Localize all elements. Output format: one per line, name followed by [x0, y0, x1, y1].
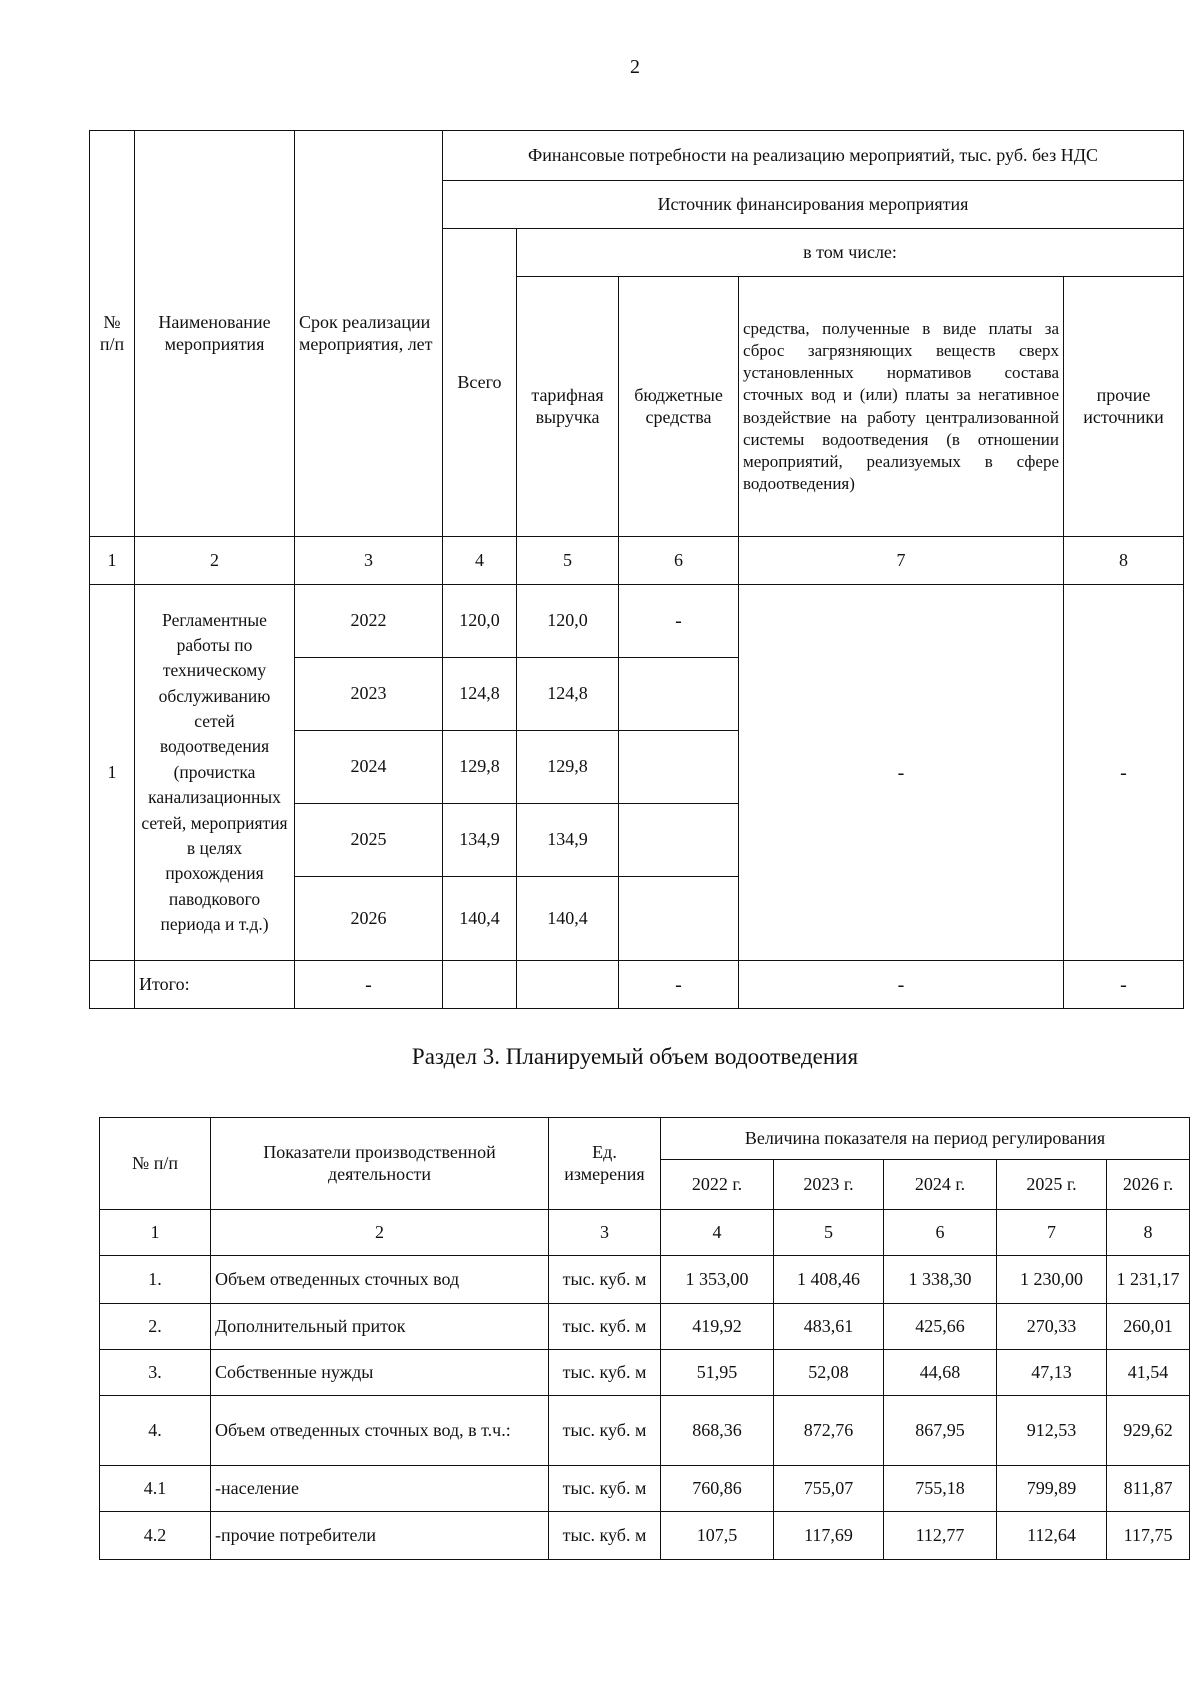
col-number: 3 [549, 1210, 661, 1256]
row-value: 912,53 [997, 1396, 1107, 1466]
tariff-cell: 134,9 [517, 804, 619, 877]
row-no: 4. [100, 1396, 211, 1466]
col-number: 3 [295, 537, 443, 585]
row-value: 483,61 [774, 1304, 884, 1350]
row-value: 117,75 [1107, 1512, 1190, 1560]
row-value: 117,69 [774, 1512, 884, 1560]
total-cell: 134,9 [443, 804, 517, 877]
header-unit: Ед. измерения [549, 1118, 661, 1210]
row-value: 799,89 [997, 1466, 1107, 1512]
year-header: 2024 г. [884, 1160, 997, 1210]
header-term: Срок реализации мероприятия, лет [295, 131, 443, 537]
row-value: 867,95 [884, 1396, 997, 1466]
row-name: -население [211, 1466, 549, 1512]
year-header: 2023 г. [774, 1160, 884, 1210]
row-value: 425,66 [884, 1304, 997, 1350]
header-other: прочие источники [1064, 277, 1184, 537]
row-value: 755,18 [884, 1466, 997, 1512]
col-number: 1 [90, 537, 135, 585]
financial-needs-table [89, 130, 1184, 1009]
total-row-empty [90, 961, 135, 1009]
row-name: Собственные нужды [211, 1350, 549, 1396]
col-number: 8 [1107, 1210, 1190, 1256]
table-row [100, 1512, 1190, 1560]
tariff-cell: 120,0 [517, 585, 619, 658]
year-cell: 2022 [295, 585, 443, 658]
row-name: Объем отведенных сточных вод [211, 1256, 549, 1304]
col-number: 6 [884, 1210, 997, 1256]
col-number: 2 [211, 1210, 549, 1256]
budget-empty [619, 877, 739, 961]
year-header: 2025 г. [997, 1160, 1107, 1210]
row-name: -прочие потребители [211, 1512, 549, 1560]
row-value: 868,36 [661, 1396, 774, 1466]
table-row [100, 1396, 1190, 1466]
row-value: 52,08 [774, 1350, 884, 1396]
year-header: 2022 г. [661, 1160, 774, 1210]
item-number: 1 [90, 585, 135, 961]
row-value: 41,54 [1107, 1350, 1190, 1396]
tariff-cell: 124,8 [517, 658, 619, 731]
col-number: 6 [619, 537, 739, 585]
col-number: 7 [997, 1210, 1107, 1256]
header-source: Источник финансирования мероприятия [443, 181, 1184, 229]
col-number: 8 [1064, 537, 1184, 585]
row-unit: тыс. куб. м [549, 1466, 661, 1512]
row-name: Дополнительный приток [211, 1304, 549, 1350]
header-including: в том числе: [517, 229, 1184, 277]
total-cell: 129,8 [443, 731, 517, 804]
budget-empty [619, 731, 739, 804]
row-unit: тыс. куб. м [549, 1256, 661, 1304]
fees-dash: - [739, 585, 1064, 961]
row-value: 1 230,00 [997, 1256, 1107, 1304]
year-cell: 2025 [295, 804, 443, 877]
col-number: 2 [135, 537, 295, 585]
row-no: 4.2 [100, 1512, 211, 1560]
row-name: Объем отведенных сточных вод, в т.ч.: [211, 1396, 549, 1466]
row-value: 872,76 [774, 1396, 884, 1466]
row-unit: тыс. куб. м [549, 1350, 661, 1396]
row-value: 419,92 [661, 1304, 774, 1350]
tariff-cell: 140,4 [517, 877, 619, 961]
budget-dash: - [619, 585, 739, 658]
row-value: 811,87 [1107, 1466, 1190, 1512]
other-dash: - [1064, 585, 1184, 961]
row-value: 1 338,30 [884, 1256, 997, 1304]
row-value: 929,62 [1107, 1396, 1190, 1466]
year-cell: 2026 [295, 877, 443, 961]
total-other-dash: - [1064, 961, 1184, 1009]
table-row [100, 1466, 1190, 1512]
table-row [100, 1256, 1190, 1304]
table-row [100, 1304, 1190, 1350]
year-cell: 2023 [295, 658, 443, 731]
row-value: 1 408,46 [774, 1256, 884, 1304]
row-no: 2. [100, 1304, 211, 1350]
header-no: № п/п [100, 1118, 211, 1210]
table-row [100, 1350, 1190, 1396]
year-header: 2026 г. [1107, 1160, 1190, 1210]
row-value: 112,64 [997, 1512, 1107, 1560]
wastewater-volume-table [99, 1117, 1190, 1560]
total-term-dash: - [295, 961, 443, 1009]
header-value: Величина показателя на период регулирования [661, 1118, 1190, 1160]
row-value: 755,07 [774, 1466, 884, 1512]
total-empty [517, 961, 619, 1009]
total-label: Итого: [135, 961, 295, 1009]
row-value: 270,33 [997, 1304, 1107, 1350]
total-cell: 120,0 [443, 585, 517, 658]
row-unit: тыс. куб. м [549, 1512, 661, 1560]
header-total: Всего [443, 229, 517, 537]
row-value: 44,68 [884, 1350, 997, 1396]
year-cell: 2024 [295, 731, 443, 804]
row-value: 1 231,17 [1107, 1256, 1190, 1304]
row-value: 760,86 [661, 1466, 774, 1512]
row-value: 51,95 [661, 1350, 774, 1396]
section-title: Раздел 3. Планируемый объем водоотведения [411, 1044, 859, 1069]
header-name: Наименование мероприятия [135, 131, 295, 537]
row-no: 3. [100, 1350, 211, 1396]
header-financial-needs: Финансовые потребности на реализацию мероприятий, тыс. руб. без НДС [443, 131, 1184, 181]
page-number: 2 [630, 56, 640, 78]
col-number: 4 [661, 1210, 774, 1256]
header-tariff: тарифная выручка [517, 277, 619, 537]
row-value: 1 353,00 [661, 1256, 774, 1304]
col-number: 4 [443, 537, 517, 585]
col-number: 5 [517, 537, 619, 585]
total-budget-dash: - [619, 961, 739, 1009]
total-fees-dash: - [739, 961, 1064, 1009]
row-unit: тыс. куб. м [549, 1304, 661, 1350]
col-number: 7 [739, 537, 1064, 585]
total-cell: 140,4 [443, 877, 517, 961]
header-no: № п/п [90, 131, 135, 537]
row-no: 4.1 [100, 1466, 211, 1512]
row-value: 260,01 [1107, 1304, 1190, 1350]
item-name: Регламентные работы по техническому обслуживанию сетей водоотведения (прочистка канализационных сетей, мероприятия в целях прохождения паводкового периода и т.д.) [135, 585, 295, 961]
row-value: 47,13 [997, 1350, 1107, 1396]
total-cell: 124,8 [443, 658, 517, 731]
budget-empty [619, 658, 739, 731]
row-value: 112,77 [884, 1512, 997, 1560]
header-budget: бюджетные средства [619, 277, 739, 537]
total-empty [443, 961, 517, 1009]
col-number: 5 [774, 1210, 884, 1256]
row-no: 1. [100, 1256, 211, 1304]
header-fees: средства, полученные в виде платы за сброс загрязняющих веществ сверх установленных нормативов состава сточных вод и (или) платы за негативное воздействие на работу централизованной системы водоотведения (в отношении мероприятий, реализуемых в сфере водоотведения) [739, 277, 1064, 537]
header-indicator: Показатели производственной деятельности [211, 1118, 549, 1210]
budget-empty [619, 804, 739, 877]
tariff-cell: 129,8 [517, 731, 619, 804]
col-number: 1 [100, 1210, 211, 1256]
row-value: 107,5 [661, 1512, 774, 1560]
row-unit: тыс. куб. м [549, 1396, 661, 1466]
